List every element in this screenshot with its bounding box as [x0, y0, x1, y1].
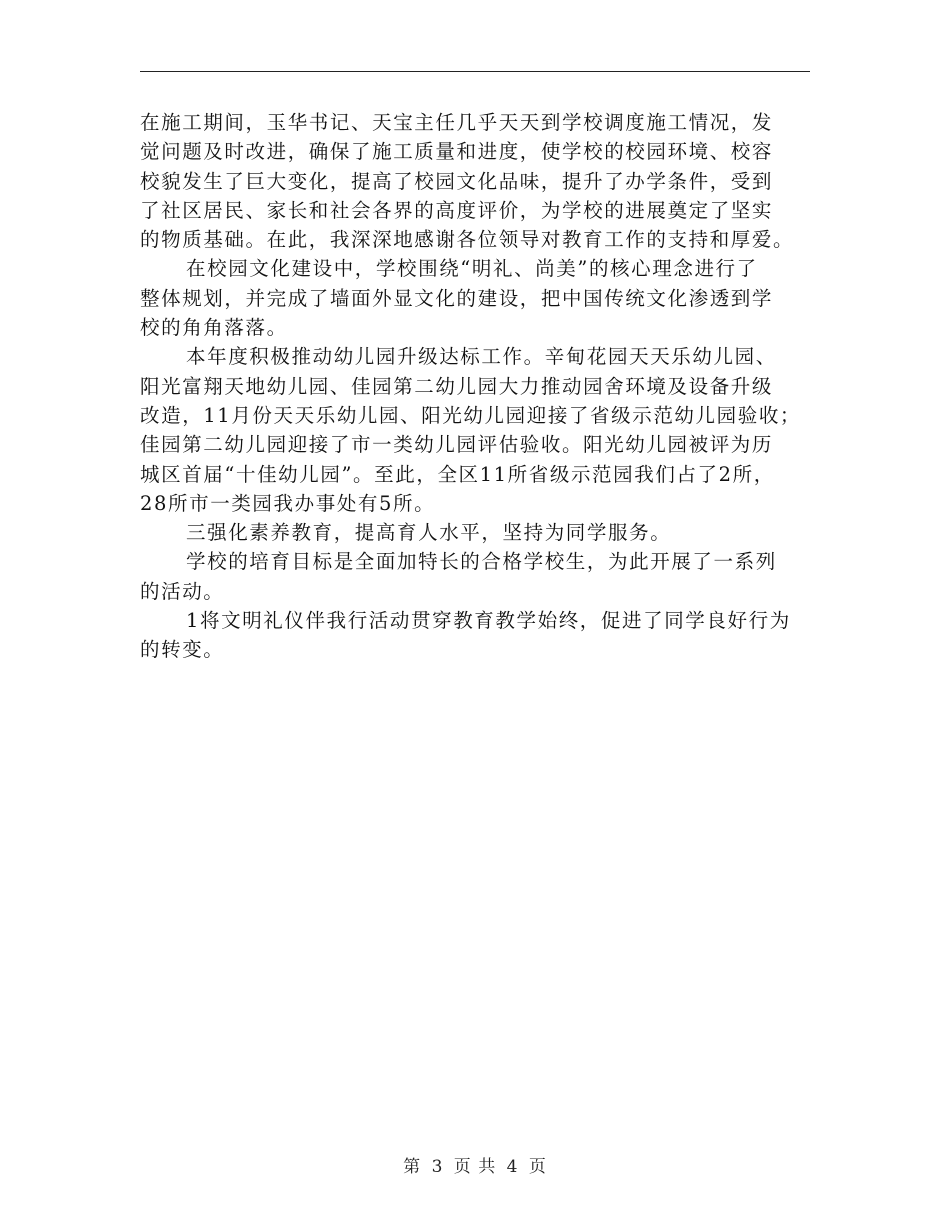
page-number-current: 3 [431, 1157, 444, 1177]
text-line: 本年度积极推动幼儿园升级达标工作。辛甸花园天天乐幼儿园、 [186, 345, 777, 369]
header-rule [140, 71, 810, 72]
text-line: 城区首届“十佳幼儿园”。至此，全区11所省级示范园我们占了2所， [140, 462, 775, 486]
text-line: 整体规划，并完成了墙面外显文化的建设，把中国传统文化渗透到学 [140, 286, 774, 310]
text-line: 1将文明礼仪伴我行活动贯穿教育教学始终，促进了同学良好行为 [186, 609, 791, 633]
footer-suffix: 页 [528, 1157, 547, 1177]
page-footer [0, 1152, 950, 1177]
paragraph-campus-culture [140, 254, 810, 342]
text-line: 学校的培育目标是全面加特长的合格学校生，为此开展了一系列 [186, 550, 777, 574]
text-line: 觉问题及时改进，确保了施工质量和进度，使学校的校园环境、校容 [140, 140, 774, 164]
footer-prefix: 第 [403, 1157, 422, 1177]
paragraph-etiquette-activity [140, 606, 810, 665]
text-line: 校的角角落落。 [140, 316, 288, 340]
text-line: 28所市一类园我办事处有5所。 [140, 491, 436, 515]
paragraph-quality-education [140, 518, 810, 547]
footer-middle: 页 共 [453, 1157, 497, 1177]
text-line: 的物质基础。在此，我深深地感谢各位领导对教育工作的支持和厚爱。 [140, 228, 795, 252]
text-line: 的活动。 [140, 579, 225, 603]
page-number-total: 4 [506, 1157, 519, 1177]
text-line: 在施工期间，玉华书记、天宝主任几乎天天到学校调度施工情况，发 [140, 111, 774, 134]
text-line: 改造，11月份天天乐幼儿园、阳光幼儿园迎接了省级示范幼儿园验收； [140, 403, 802, 427]
text-line: 在校园文化建设中，学校围绕“明礼、尚美”的核心理念进行了 [186, 257, 758, 281]
paragraph-kindergarten [140, 342, 810, 518]
text-line: 佳园第二幼儿园迎接了市一类幼儿园评估验收。阳光幼儿园被评为历 [140, 433, 774, 457]
text-line: 阳光富翔天地幼儿园、佳园第二幼儿园大力推动园舍环境及设备升级 [140, 374, 774, 398]
document-body [140, 108, 810, 665]
paragraph-construction [140, 108, 810, 254]
text-line: 的转变。 [140, 638, 225, 662]
text-line: 三强化素养教育，提高育人水平，坚持为同学服务。 [186, 521, 672, 545]
text-line: 校貌发生了巨大变化，提高了校园文化品味，提升了办学条件，受到 [140, 169, 774, 193]
paragraph-training-goal [140, 547, 810, 606]
text-line: 了社区居民、家长和社会各界的高度评价，为学校的进展奠定了坚实 [140, 198, 774, 222]
